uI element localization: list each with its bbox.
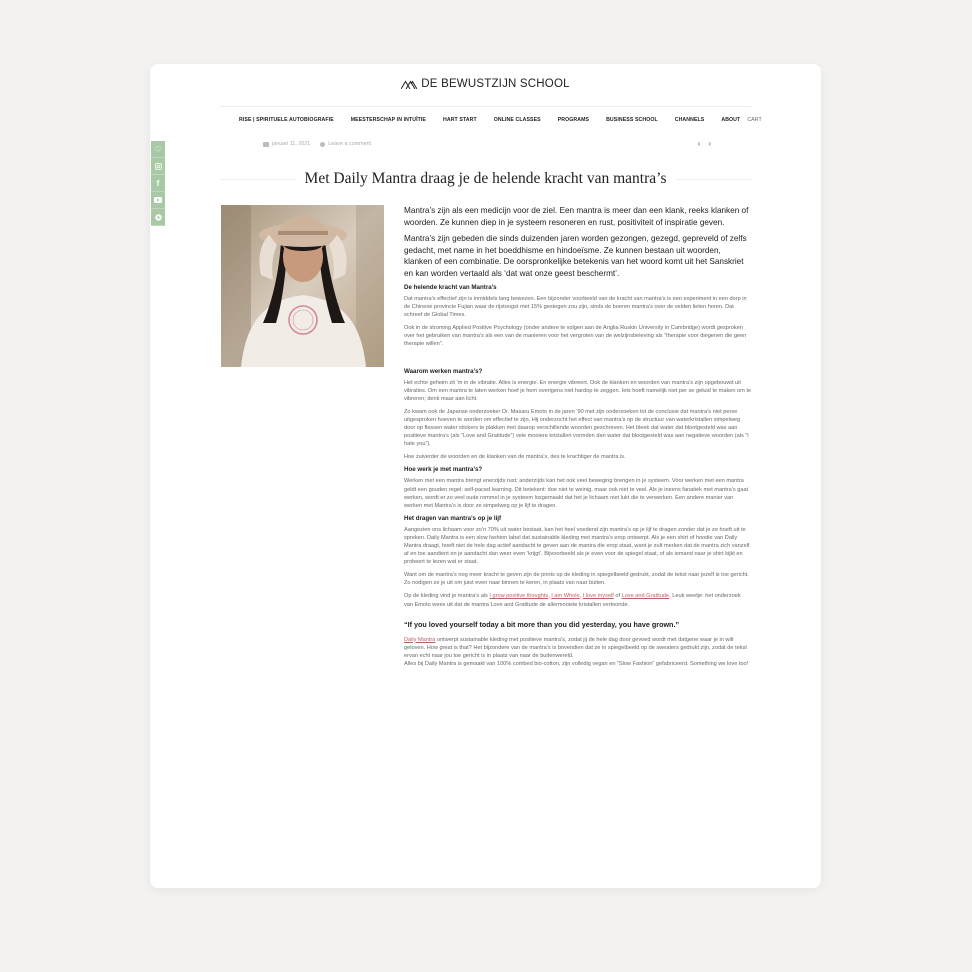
nav-item-rise[interactable]: RISE | SPIRITUELE AUTOBIOGRAFIE xyxy=(239,117,334,123)
nav-item-hart-start[interactable]: HART START xyxy=(443,117,477,123)
title-rule-right xyxy=(676,179,751,180)
heart-icon[interactable]: ♡ xyxy=(151,141,165,158)
paragraph-daily-mantra xyxy=(404,636,751,660)
link-grow-positive-thoughts[interactable]: I grow positive thoughts xyxy=(489,593,549,600)
text: , xyxy=(579,593,583,600)
social-sidebar xyxy=(151,141,165,226)
featured-image xyxy=(221,205,384,367)
calendar-icon xyxy=(263,142,269,147)
nav-item-about[interactable]: ABOUT xyxy=(721,117,741,123)
next-arrow-icon[interactable]: › xyxy=(708,139,711,148)
heading-dragen: Het dragen van mantra’s op je lijf xyxy=(404,514,502,522)
prev-arrow-icon[interactable]: ‹ xyxy=(697,139,701,148)
paragraph: Ook in de stroming Applied Positive Psychology (onder andere te volgen aan de Anglia Ruskin University in Cambridge) wordt gesproken over het gebruiken van mantra’s als een van de manieren voor het vergroten van de welzijnsbeleving als “therapie voor diegenen die geen therapie willen”. xyxy=(404,325,747,348)
post-content xyxy=(404,205,751,673)
title-row xyxy=(220,170,751,188)
pinterest-icon[interactable] xyxy=(151,209,165,226)
nav-item-programs[interactable]: PROGRAMS xyxy=(557,117,590,123)
mountains-icon xyxy=(401,80,417,89)
paragraph: Werken met een mantra brengt enerzijds rust; anderzijds kan het ook veel beweging brengen in je systeem. Voor werken met een mantra geldt een gouden regel: self-paced learning. Dit betekent: doe niet te weinig, maar ook niet te veel. Als je ineens fanatiek met mantra’s gaat werken, wordt er zo veel oude rommel in je systeem losgemaakt dat het je lichaam niet lukt die te verwerken. Een andere manier van werken met Mantra’s is door ze simpelweg op je lijf te dragen. xyxy=(404,478,749,509)
text: Op de kleding vind je mantra’s als xyxy=(404,593,490,600)
lead-paragraph-1: Mantra’s zijn als een medicijn voor de ziel. Een mantra is meer dan een klank, reeks klanken of woorden. Ze kunnen diep in je systeem resoneren en rust, positiviteit of inspiratie geven. xyxy=(404,206,749,227)
nav-item-channels[interactable]: CHANNELS xyxy=(674,117,705,123)
leave-comment-link[interactable]: Leave a comment xyxy=(328,141,372,147)
paragraph: Want om de mantra’s nog meer kracht te geven zijn de prints op de kleding in spiegelbeeld gedrukt, zodat de tekst naar jezelf is toe gericht. Zo nodigen ze je uit om juist even naar binnen te keren, in plaats van naar buiten. xyxy=(404,572,749,587)
post-meta xyxy=(263,141,371,147)
heading-waarom: Waarom werken mantra’s? xyxy=(404,367,483,375)
site-logo[interactable] xyxy=(150,78,821,90)
link-i-love-myself[interactable]: I love myself xyxy=(582,593,614,600)
youtube-icon[interactable] xyxy=(151,192,165,209)
paragraph-mantra-links xyxy=(404,592,751,608)
post-title: Met Daily Mantra draag je de helende kracht van mantra’s xyxy=(304,170,667,187)
post-navigation xyxy=(698,139,711,148)
blockquote: “If you loved yourself today a bit more than you did yesterday, you have grown.” xyxy=(404,619,680,629)
paragraph: Het echte geheim zit ‘m in de vibratie. Alles is energie. En energie vibreert. Ook de klanken en woorden van mantra’s zijn opgebouwd uit vibraties. Om een mantra te laten werken hoef je hem overigens niet hardop te zeggen. Iets hoeft namelijk niet per se geluid te maken om te vibreren; denk maar aan licht. xyxy=(404,379,752,402)
text: ontwerpt sustainable kleding met positieve mantra’s, zodat jij de hele dag door gevoed wordt met datgene waar je in wilt geloven. How great is that? Het bijzondere van de mantra’s is bovendien dat ze in spiegelbeeld op de sweaters gedrukt zijn, zodat de tekst ervan echt naar jou toe gericht is in plaats van naar de buitenwereld. xyxy=(404,636,747,659)
link-daily-mantra[interactable]: Daily Mantra xyxy=(404,636,436,643)
post-date: januari 11, 2021 xyxy=(272,141,311,147)
divider xyxy=(220,106,751,107)
heading-hoe-werk: Hoe werk je met mantra’s? xyxy=(404,466,483,474)
lead-paragraph-2: Mantra’s zijn gebeden die sinds duizenden jaren worden gezongen, gezegd, gepreveld of zelfs gedacht, met name in het boeddhisme en hindoeïsme. Ze kunnen bestaan uit woorden, klanken of een combinatie. De oorspronkelijke betekenis van het woord komt uit het Sanskriet en kan worden vertaald als ‘dat wat onze geest beschermt’. xyxy=(404,234,747,278)
heading-helende-kracht: De helende kracht van Mantra’s xyxy=(404,284,497,291)
brand-name: DE BEWUSTZIJN SCHOOL xyxy=(421,78,570,90)
spacer xyxy=(404,354,751,368)
text: of xyxy=(613,593,622,600)
nav-item-meesterschap[interactable]: MEESTERSCHAP IN INTUÏTIE xyxy=(350,117,426,123)
paragraph: Alles bij Daily Mantra is gemaakt van 100% combed bio-cotton, zijn volledig vegan en “Slow Fashion” gefabriceerd. Something we love too! xyxy=(404,660,749,667)
text: . Leuk weetje: het onderzoek van Emoto wees uit dat de mantra Love and Gratitude de allermooiste kristallen vertoonde. xyxy=(404,593,741,608)
paragraph: Dat mantra’s effectief zijn is inmiddels lang bewezen. Een bijzonder voorbeeld van de kracht van mantra’s is een experiment in een dorp in de Chinese provincie Fujian waar de rijstoogst met 15% gestegen zou zijn, sinds de boeren mantra’s over de velden lieten horen. Dat schreef de Global Times. xyxy=(404,296,747,319)
paragraph: Aangezien ons lichaam voor zo’n 70% uit water bestaat, kan het heel voedend zijn mantra’s op je lijf te dragen zonder dat je ze hoeft uit te spreken. Daily Mantra is een slow fashion label dat sustainable kleding met mantra’s erop ontwerpt. Als je een shirt of hoodie van Daily Mantra draagt, hoeft niet de hele dag actief aandacht te geven aan de mantra die erop staat, want je zult merken dat de mantra zich vanzelf af en toe aandient en je aandacht dan weer even ‘krijgt’. Bijvoorbeeld als je even voor de spiegel staat, of als iemand naar je shirt kijkt en probeert te lezen wat er staat. xyxy=(404,526,750,566)
text: , xyxy=(548,593,552,600)
paragraph: Zo kwam ook de Japanse onderzoeker Dr. Masaru Emoto in de jaren ’90 met zijn onderzoeken tot de conclusie dat mantra’s niet perse uitgesproken hoeven te worden om effectief te zijn. Hij onderzocht het effect van mantra’s op de structuur van waterkristallen simpelweg door op flessen water stickers te plakken met daarop verschillende woorden geschreven. Het bleek dat water dat blootgesteld was aan positieve mantra’s (als “Love and Gratitude”) vele mooiere kristallen vormden dan water dat blootgesteld was aan negatieve woorden (als “I hate you”). xyxy=(404,408,749,448)
link-love-and-gratitude[interactable]: Love and Gratitude xyxy=(621,593,670,600)
main-nav xyxy=(239,117,779,123)
nav-item-business-school[interactable]: BUSINESS SCHOOL xyxy=(606,117,658,123)
comment-icon xyxy=(320,142,325,147)
nav-item-online-classes[interactable]: ONLINE CLASSES xyxy=(493,117,541,123)
paragraph: Hoe zuiverder de woorden en de klanken van de mantra’s, des te krachtiger de mantra is. xyxy=(404,454,626,461)
page-card xyxy=(150,64,821,888)
nav-cart[interactable]: CART xyxy=(747,117,762,123)
facebook-icon[interactable]: f xyxy=(151,175,165,192)
instagram-icon[interactable] xyxy=(151,158,165,175)
link-i-am-whole[interactable]: I am Whole xyxy=(551,593,580,600)
title-rule-left xyxy=(220,179,295,180)
